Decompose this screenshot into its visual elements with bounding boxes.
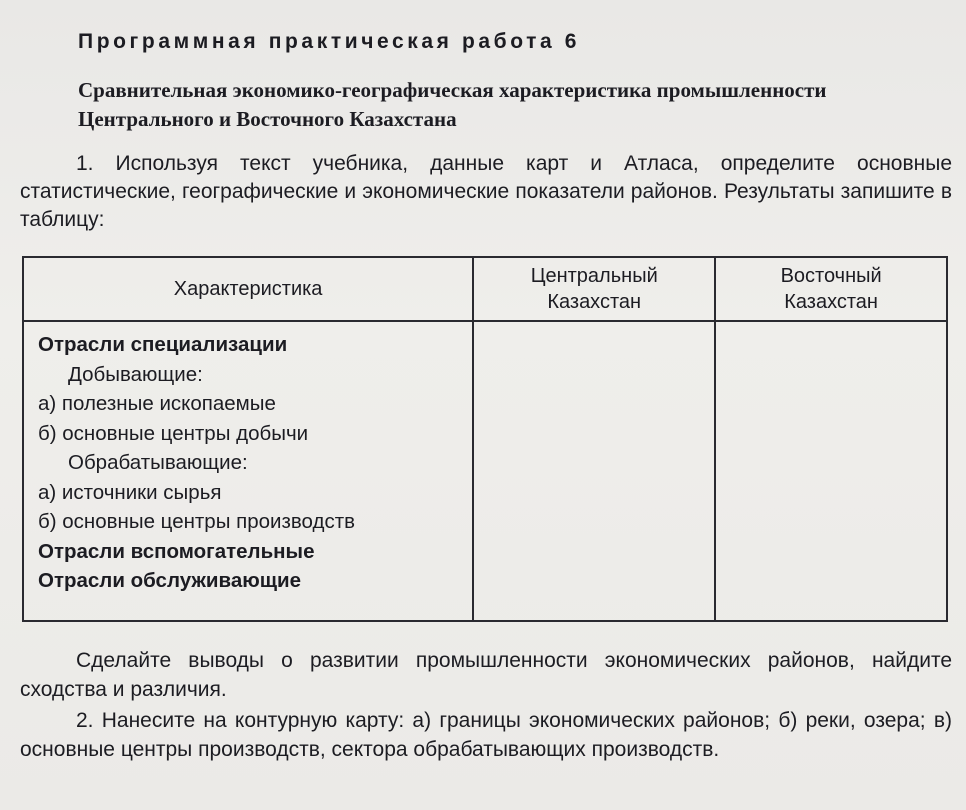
row-production-centers: б) основные центры производств (38, 510, 355, 533)
task-1-text: 1. Используя текст учебника, данные карт и Атласа, определите основные статистические, географические и экономические показатели районов. Результаты запишите в таблицу: (20, 152, 952, 231)
characteristics-cell (23, 321, 473, 621)
eastern-values-cell (715, 321, 947, 621)
header-eastern-kazakhstan (715, 257, 947, 321)
conclusion-text: Сделайте выводы о развитии промышленности экономических районов, найдите сходства и различия. (20, 649, 952, 701)
header-eastern-label: Восточный Казахстан (780, 265, 882, 313)
row-auxiliary: Отрасли вспомогательные (38, 539, 315, 563)
comparison-table (22, 256, 948, 622)
work-subtitle: Сравнительная экономико-географическая характеристика промышленности Центрального и Восточного Казахстана (78, 78, 827, 131)
central-values-cell (473, 321, 715, 621)
row-extracting: Добывающие: (68, 362, 203, 386)
row-specialization: Отрасли специализации (38, 333, 288, 356)
header-central-label: Центральный Казахстан (530, 265, 658, 313)
row-processing: Обрабатывающие: (68, 451, 248, 474)
task-2-text: 2. Нанесите на контурную карту: а) границы экономических районов; б) реки, озера; в) основные центры производств, сектора обрабатывающих производств. (20, 709, 952, 761)
header-characteristic: Характеристика (23, 257, 473, 321)
row-raw-sources: а) источники сырья (38, 480, 222, 504)
header-central-kazakhstan (473, 257, 715, 321)
row-service: Отрасли обслуживающие (38, 569, 302, 592)
row-minerals: а) полезные ископаемые (38, 392, 276, 415)
page-heading: Программная практическая работа 6 (78, 30, 581, 53)
table-body-row (23, 321, 947, 621)
row-mining-centers: б) основные центры добычи (38, 421, 309, 445)
table-header-row (23, 257, 947, 321)
